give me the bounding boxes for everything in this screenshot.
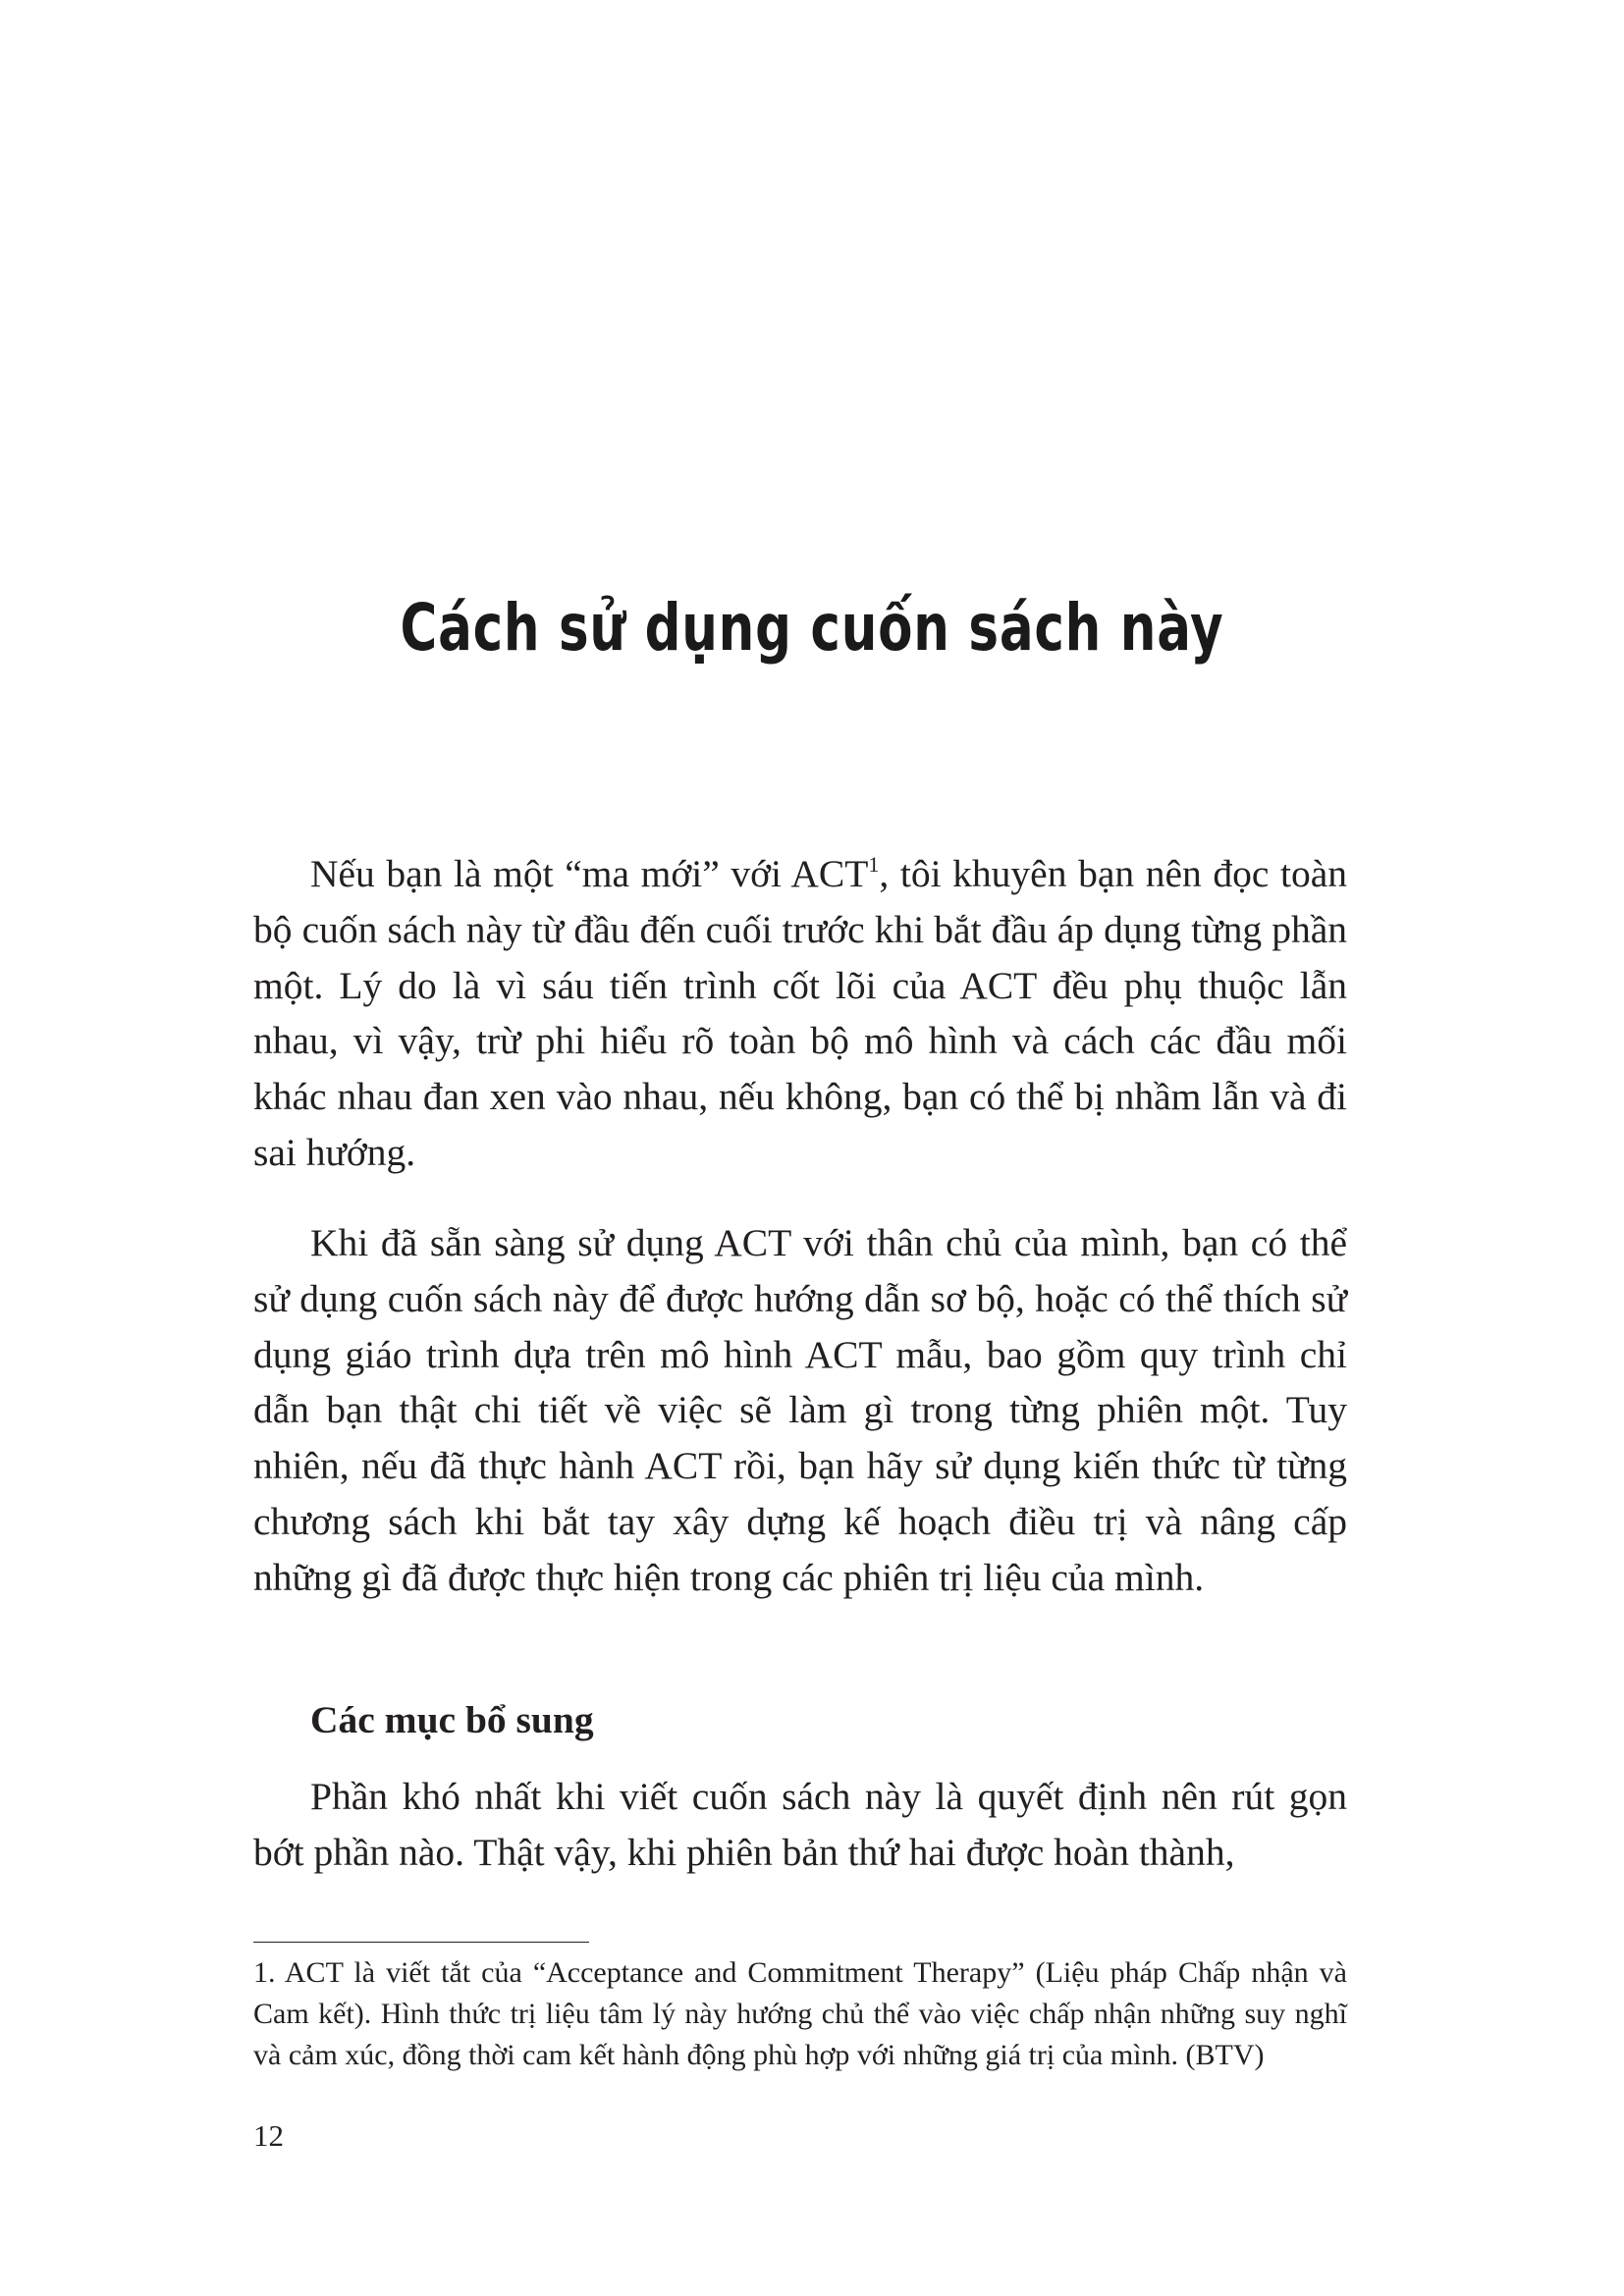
footnote-reference: 1 <box>868 852 880 877</box>
intro-paragraph-1 <box>253 846 1347 1181</box>
paragraph-text-start: Nếu bạn là một “ma mới” với ACT <box>310 852 869 895</box>
paragraph-text-rest: , tôi khuyên bạn nên đọc toàn bộ cuốn sách này từ đầu đến cuối trước khi bắt đầu áp dụng từng phần một. Lý do là vì sáu tiến trình cốt lõi của ACT đều phụ thuộc lẫn nhau, vì vậy, trừ phi hiểu rõ toàn bộ mô hình và cách các đầu mối khác nhau đan xen vào nhau, nếu không, bạn có thể bị nhầm lẫn và đi sai hướng. <box>253 852 1347 1174</box>
section-heading: Các mục bổ sung <box>310 1698 594 1741</box>
chapter-title: Cách sử dụng cuốn sách này <box>400 590 1224 666</box>
paragraph-text <box>253 846 1347 1181</box>
intro-paragraph-2 <box>253 1215 1347 1606</box>
footnote: 1. ACT là viết tắt của “Acceptance and Commitment Therapy” (Liệu pháp Chấp nhận và Cam kết). Hình thức trị liệu tâm lý này hướng chủ thể vào việc chấp nhận những suy nghĩ và cảm xúc, đồng thời cam kết hành động phù hợp với những giá trị của mình. (BTV) <box>253 1956 1347 2071</box>
page-number: 12 <box>253 2118 284 2153</box>
footnote-divider <box>253 1942 589 1943</box>
paragraph-text: Phần khó nhất khi viết cuốn sách này là quyết định nên rút gọn bớt phần nào. Thật vậy, khi phiên bản thứ hai được hoàn thành, <box>253 1775 1347 1874</box>
section-paragraph-1 <box>253 1769 1347 1881</box>
paragraph-text: Khi đã sẵn sàng sử dụng ACT với thân chủ của mình, bạn có thể sử dụng cuốn sách này để được hướng dẫn sơ bộ, hoặc có thể thích sử dụng giáo trình dựa trên mô hình ACT mẫu, bao gồm quy trình chỉ dẫn bạn thật chi tiết về việc sẽ làm gì trong từng phiên một. Tuy nhiên, nếu đã thực hành ACT rồi, bạn hãy sử dụng kiến thức từ từng chương sách khi bắt tay xây dựng kế hoạch điều trị và nâng cấp những gì đã được thực hiện trong các phiên trị liệu của mình. <box>253 1221 1347 1599</box>
